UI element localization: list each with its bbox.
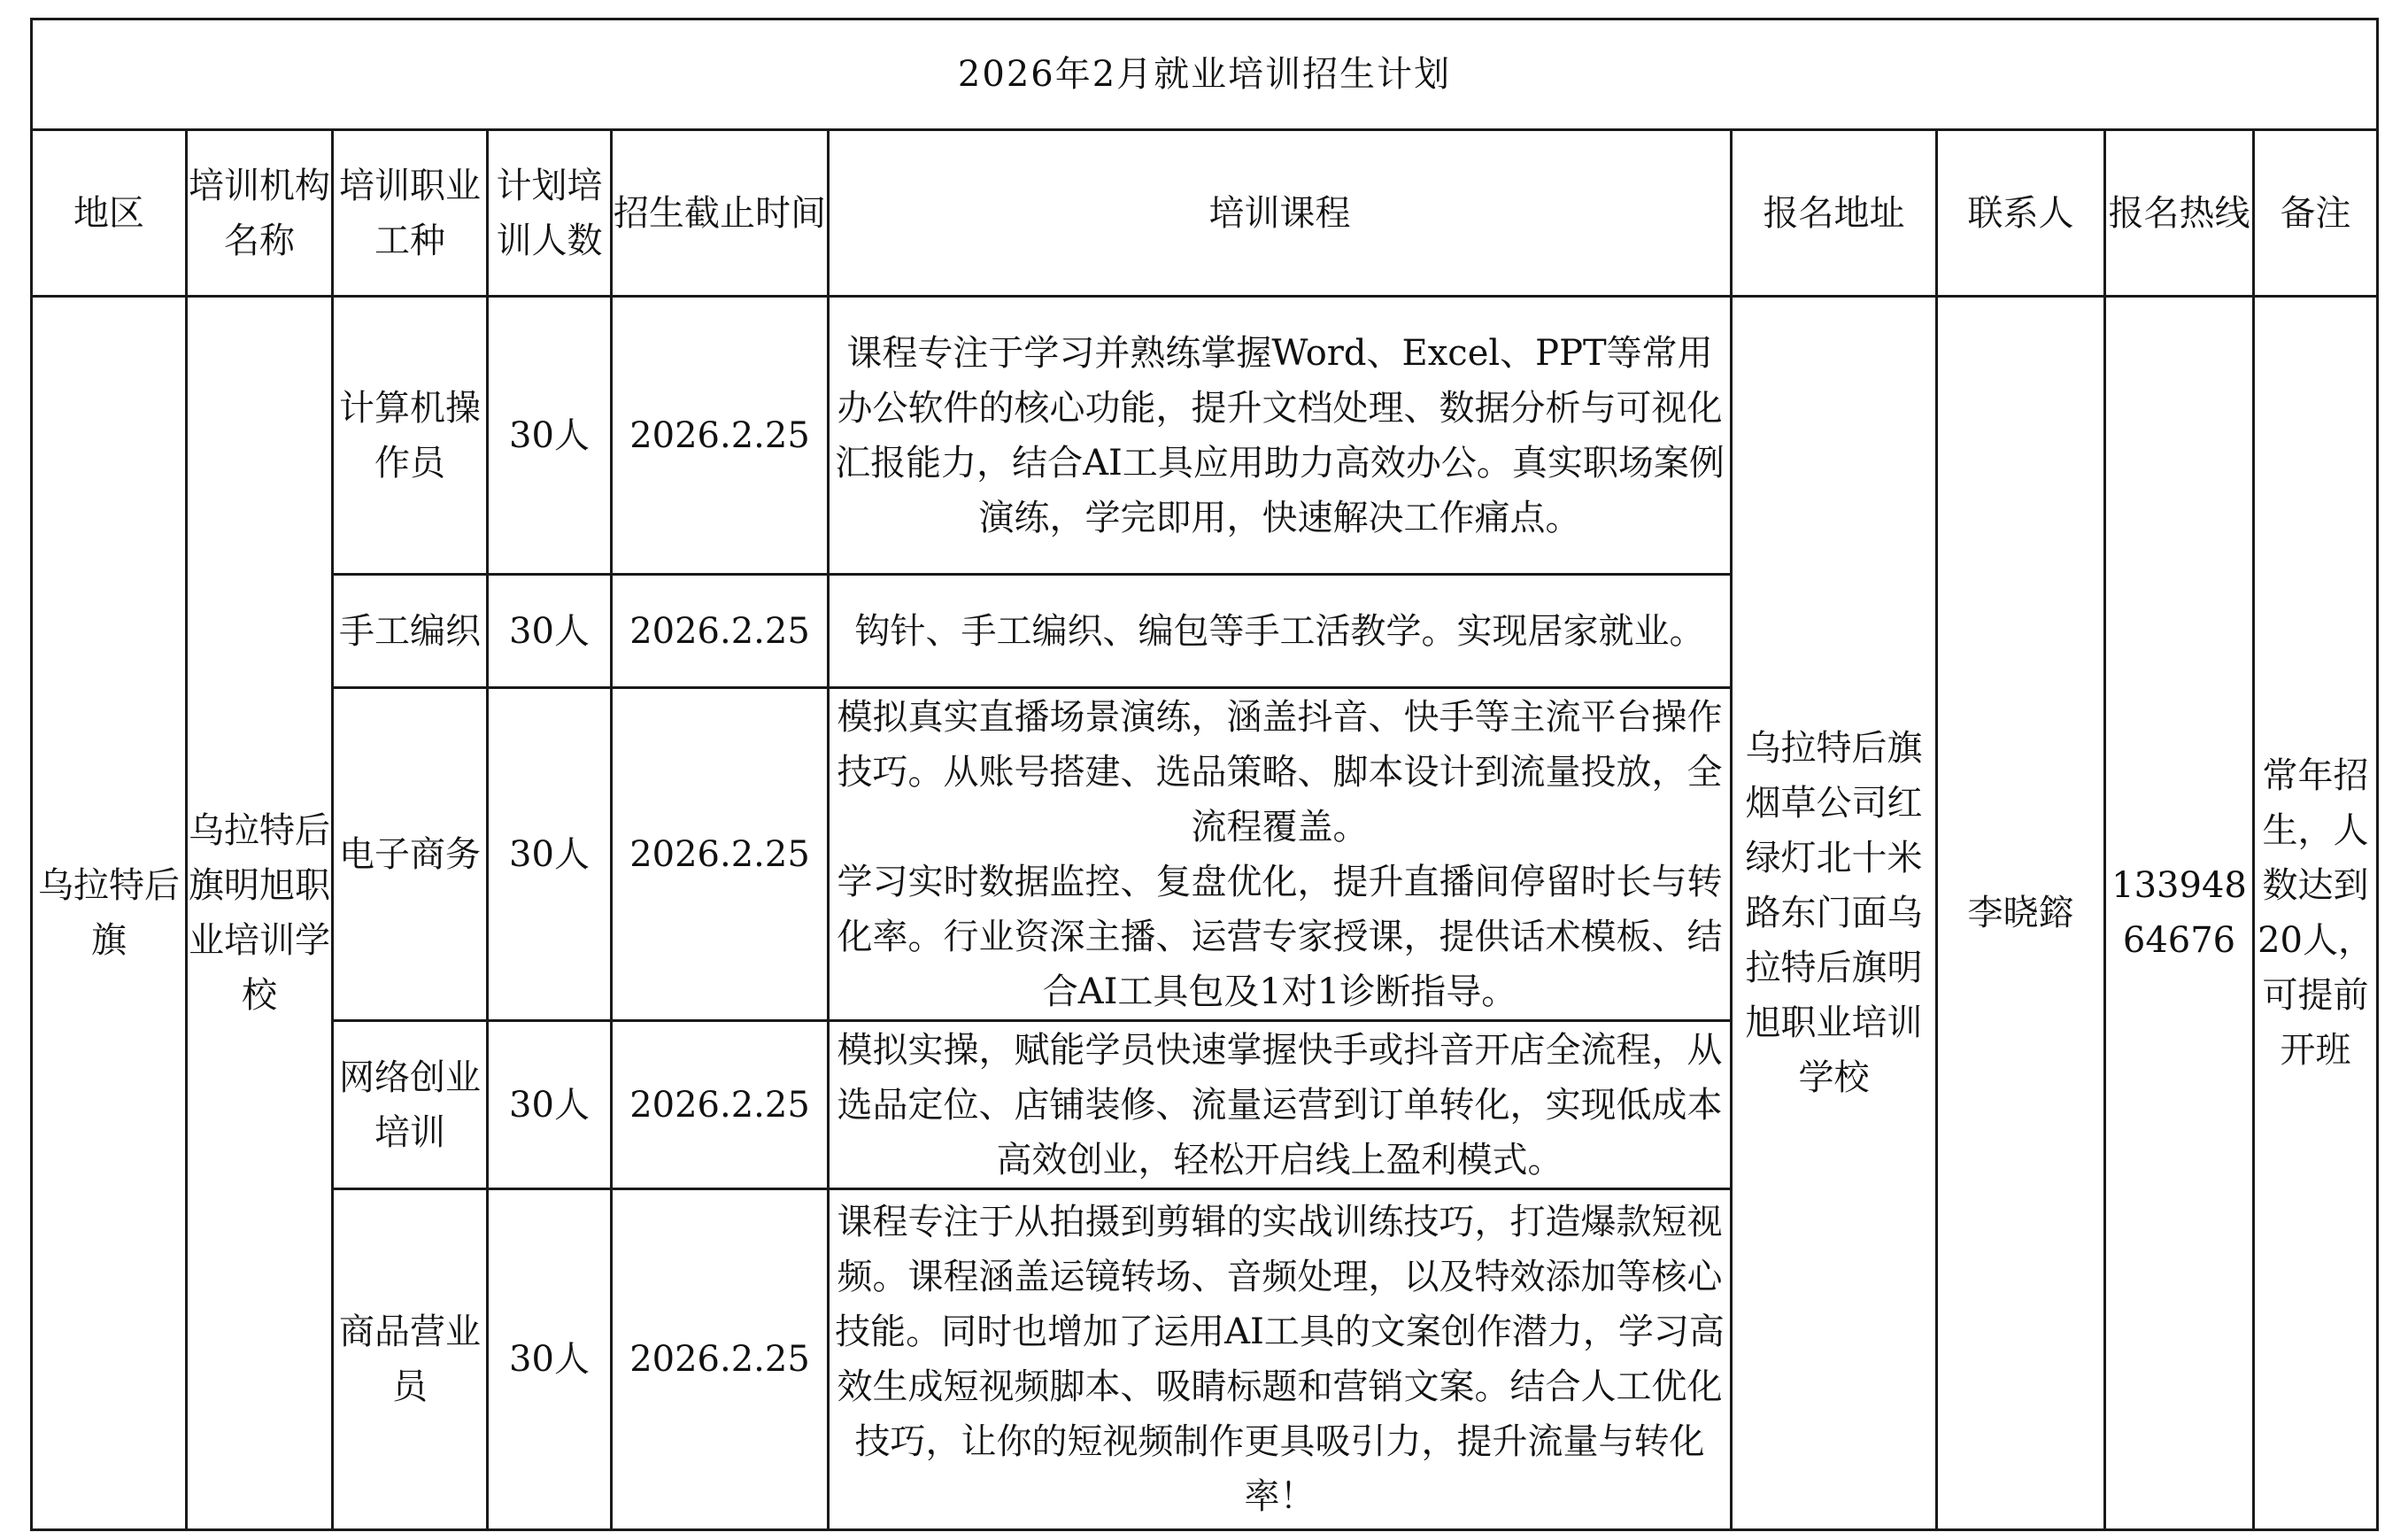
page-title: 2026年2月就业培训招生计划 [32,19,2378,130]
title-row [32,19,2378,130]
deadline-cell: 2026.2.25 [612,1189,829,1530]
planned-count-cell: 30人 [488,297,612,575]
region-cell: 乌拉特后旗 [32,297,187,1530]
enrollment-plan-sheet [30,18,2376,1523]
header-institution: 培训机构名称 [187,130,333,297]
remarks-cell: 常年招生，人数达到20人，可提前开班 [2254,297,2378,1530]
occupation-cell: 手工编织 [333,575,488,688]
contact-cell: 李晓鎔 [1937,297,2105,1530]
course-cell: 模拟实操，赋能学员快速掌握快手或抖音开店全流程，从选品定位、店铺装修、流量运营到订单转化，实现低成本高效创业，轻松开启线上盈利模式。 [829,1021,1732,1189]
header-region: 地区 [32,130,187,297]
course-cell: 课程专注于从拍摄到剪辑的实战训练技巧，打造爆款短视频。课程涵盖运镜转场、音频处理，以及特效添加等核心技能。同时也增加了运用AI工具的文案创作潜力，学习高效生成短视频脚本、吸睛标题和营销文案。结合人工优化技巧，让你的短视频制作更具吸引力，提升流量与转化率！ [829,1189,1732,1530]
deadline-cell: 2026.2.25 [612,575,829,688]
address-cell: 乌拉特后旗烟草公司红绿灯北十米路东门面乌拉特后旗明旭职业培训学校 [1732,297,1937,1530]
occupation-cell: 网络创业培训 [333,1021,488,1189]
planned-count-cell: 30人 [488,688,612,1021]
header-occupation: 培训职业工种 [333,130,488,297]
deadline-cell: 2026.2.25 [612,1021,829,1189]
header-deadline: 招生截止时间 [612,130,829,297]
header-row [32,130,2378,297]
occupation-cell: 电子商务 [333,688,488,1021]
institution-cell: 乌拉特后旗明旭职业培训学校 [187,297,333,1530]
course-paragraph: 模拟真实直播场景演练，涵盖抖音、快手等主流平台操作技巧。从账号搭建、选品策略、脚本设计到流量投放，全流程覆盖。 [837,696,1723,847]
deadline-cell: 2026.2.25 [612,297,829,575]
header-hotline: 报名热线 [2105,130,2254,297]
course-cell: 课程专注于学习并熟练掌握Word、Excel、PPT等常用办公软件的核心功能，提升文档处理、数据分析与可视化汇报能力，结合AI工具应用助力高效办公。真实职场案例演练，学完即用，快速解决工作痛点。 [829,297,1732,575]
header-contact: 联系人 [1937,130,2105,297]
header-address: 报名地址 [1732,130,1937,297]
course-cell [829,688,1732,1021]
occupation-cell: 计算机操作员 [333,297,488,575]
hotline-cell: 13394864676 [2105,297,2254,1530]
deadline-cell: 2026.2.25 [612,688,829,1021]
header-course: 培训课程 [829,130,1732,297]
table-row [32,297,2378,575]
header-remarks: 备注 [2254,130,2378,297]
planned-count-cell: 30人 [488,1021,612,1189]
planned-count-cell: 30人 [488,1189,612,1530]
enrollment-plan-table [30,18,2379,1531]
course-cell: 钩针、手工编织、编包等手工活教学。实现居家就业。 [829,575,1732,688]
planned-count-cell: 30人 [488,575,612,688]
course-paragraph: 学习实时数据监控、复盘优化，提升直播间停留时长与转化率。行业资深主播、运营专家授课，提供话术模板、结合AI工具包及1对1诊断指导。 [837,861,1723,1012]
header-planned-count: 计划培训人数 [488,130,612,297]
occupation-cell: 商品营业员 [333,1189,488,1530]
